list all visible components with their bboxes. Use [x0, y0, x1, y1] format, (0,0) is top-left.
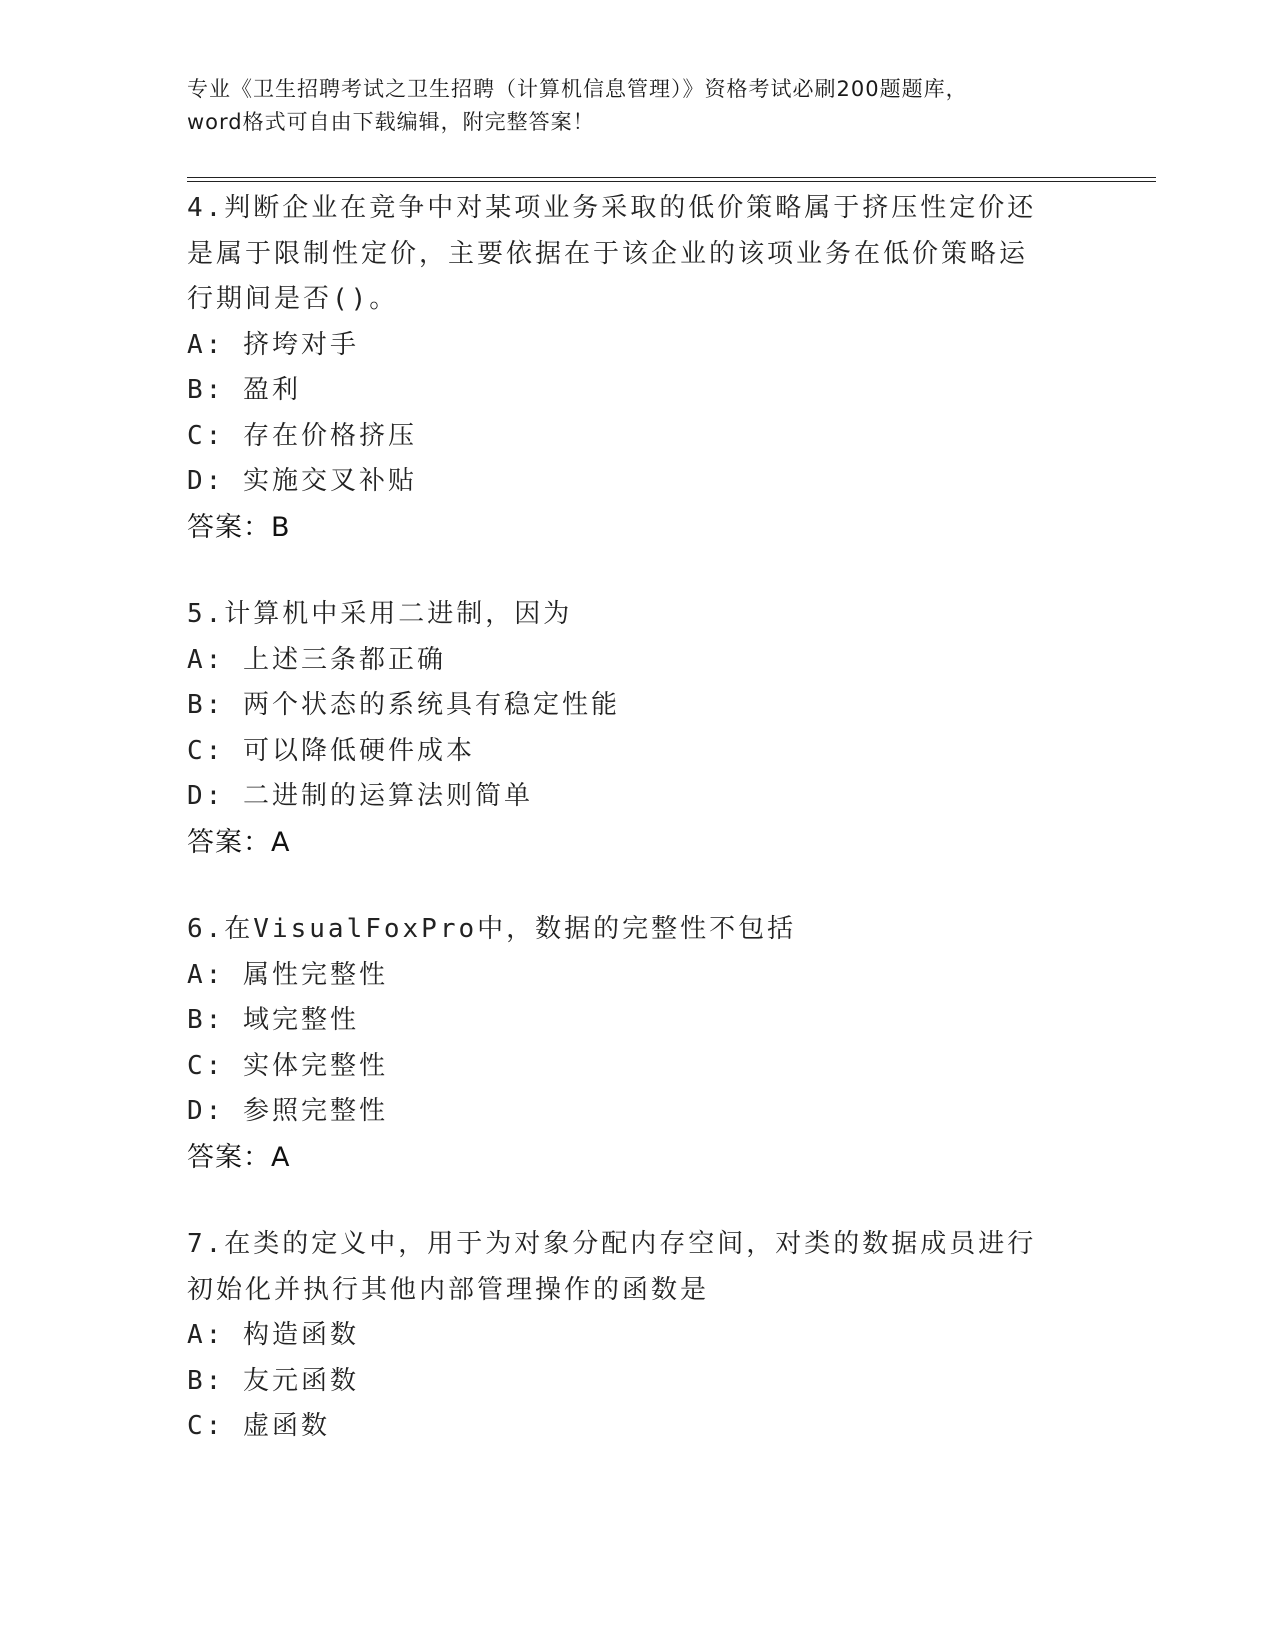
option-text: 友元函数: [242, 1365, 359, 1396]
header-title-line2: word格式可自由下载编辑，附完整答案！: [187, 110, 595, 134]
option-key: A:: [187, 644, 225, 675]
option-a: [187, 1313, 1047, 1359]
option-c: [187, 1044, 1047, 1090]
option-d: [187, 774, 1047, 820]
answer-line: 答案：A: [187, 826, 291, 858]
option-key: D:: [187, 466, 225, 496]
option-b: [187, 998, 1047, 1044]
question-5: [187, 592, 1047, 865]
option-b: [187, 1359, 1047, 1405]
option-key: B:: [187, 1005, 225, 1035]
document-header: [187, 73, 1087, 139]
option-text: 挤垮对手: [242, 329, 359, 360]
question-spacer: [187, 865, 1047, 907]
option-text: 两个状态的系统具有稳定性能: [242, 690, 620, 720]
header-title-line1: 专业《卫生招聘考试之卫生招聘（计算机信息管理）》资格考试必刷200题题库，: [187, 77, 968, 101]
question-list: [187, 186, 1047, 1450]
question-stem: 7.在类的定义中，用于为对象分配内存空间，对类的数据成员进行初始化并执行其他内部管理操作的函数是: [187, 1229, 1037, 1305]
question-7: [187, 1222, 1047, 1450]
option-key: A:: [187, 959, 225, 990]
option-text: 域完整性: [242, 1005, 359, 1035]
option-key: C:: [187, 735, 225, 766]
option-d: [187, 1089, 1047, 1135]
question-stem: 4.判断企业在竞争中对某项业务采取的低价策略属于挤压性定价还是属于限制性定价，主要依据在于该企业的该项业务在低价策略运行期间是否()。: [187, 193, 1037, 314]
option-text: 构造函数: [242, 1320, 359, 1350]
option-text: 属性完整性: [242, 959, 388, 990]
option-text: 实体完整性: [242, 1050, 388, 1081]
question-stem: 5.计算机中采用二进制，因为: [187, 599, 573, 629]
option-key: B:: [187, 375, 225, 405]
option-c: [187, 1404, 1047, 1450]
option-key: C:: [187, 1411, 225, 1441]
question-stem: 6.在VisualFoxPro中，数据的完整性不包括: [187, 914, 797, 944]
question-4: [187, 186, 1047, 550]
option-text: 存在价格挤压: [242, 420, 417, 451]
option-text: 可以降低硬件成本: [242, 735, 475, 766]
option-key: D:: [187, 781, 225, 811]
option-text: 二进制的运算法则简单: [242, 781, 533, 811]
option-key: A:: [187, 1320, 225, 1350]
answer-line: 答案：B: [187, 511, 291, 543]
option-b: [187, 683, 1047, 729]
option-key: D:: [187, 1096, 225, 1126]
option-a: [187, 323, 1047, 369]
option-key: A:: [187, 329, 225, 360]
option-key: C:: [187, 1050, 225, 1081]
option-text: 虚函数: [242, 1411, 330, 1441]
question-spacer: [187, 550, 1047, 592]
question-spacer: [187, 1180, 1047, 1222]
option-c: [187, 729, 1047, 775]
option-a: [187, 953, 1047, 999]
header-divider: [187, 177, 1156, 182]
option-c: [187, 414, 1047, 460]
option-d: [187, 459, 1047, 505]
option-b: [187, 368, 1047, 414]
option-text: 上述三条都正确: [242, 644, 446, 675]
option-text: 参照完整性: [242, 1096, 388, 1126]
option-key: C:: [187, 420, 225, 451]
option-key: B:: [187, 1365, 225, 1396]
answer-line: 答案：A: [187, 1141, 291, 1173]
question-6: [187, 907, 1047, 1180]
option-a: [187, 638, 1047, 684]
option-text: 盈利: [242, 375, 301, 405]
option-text: 实施交叉补贴: [242, 466, 417, 496]
option-key: B:: [187, 690, 225, 720]
